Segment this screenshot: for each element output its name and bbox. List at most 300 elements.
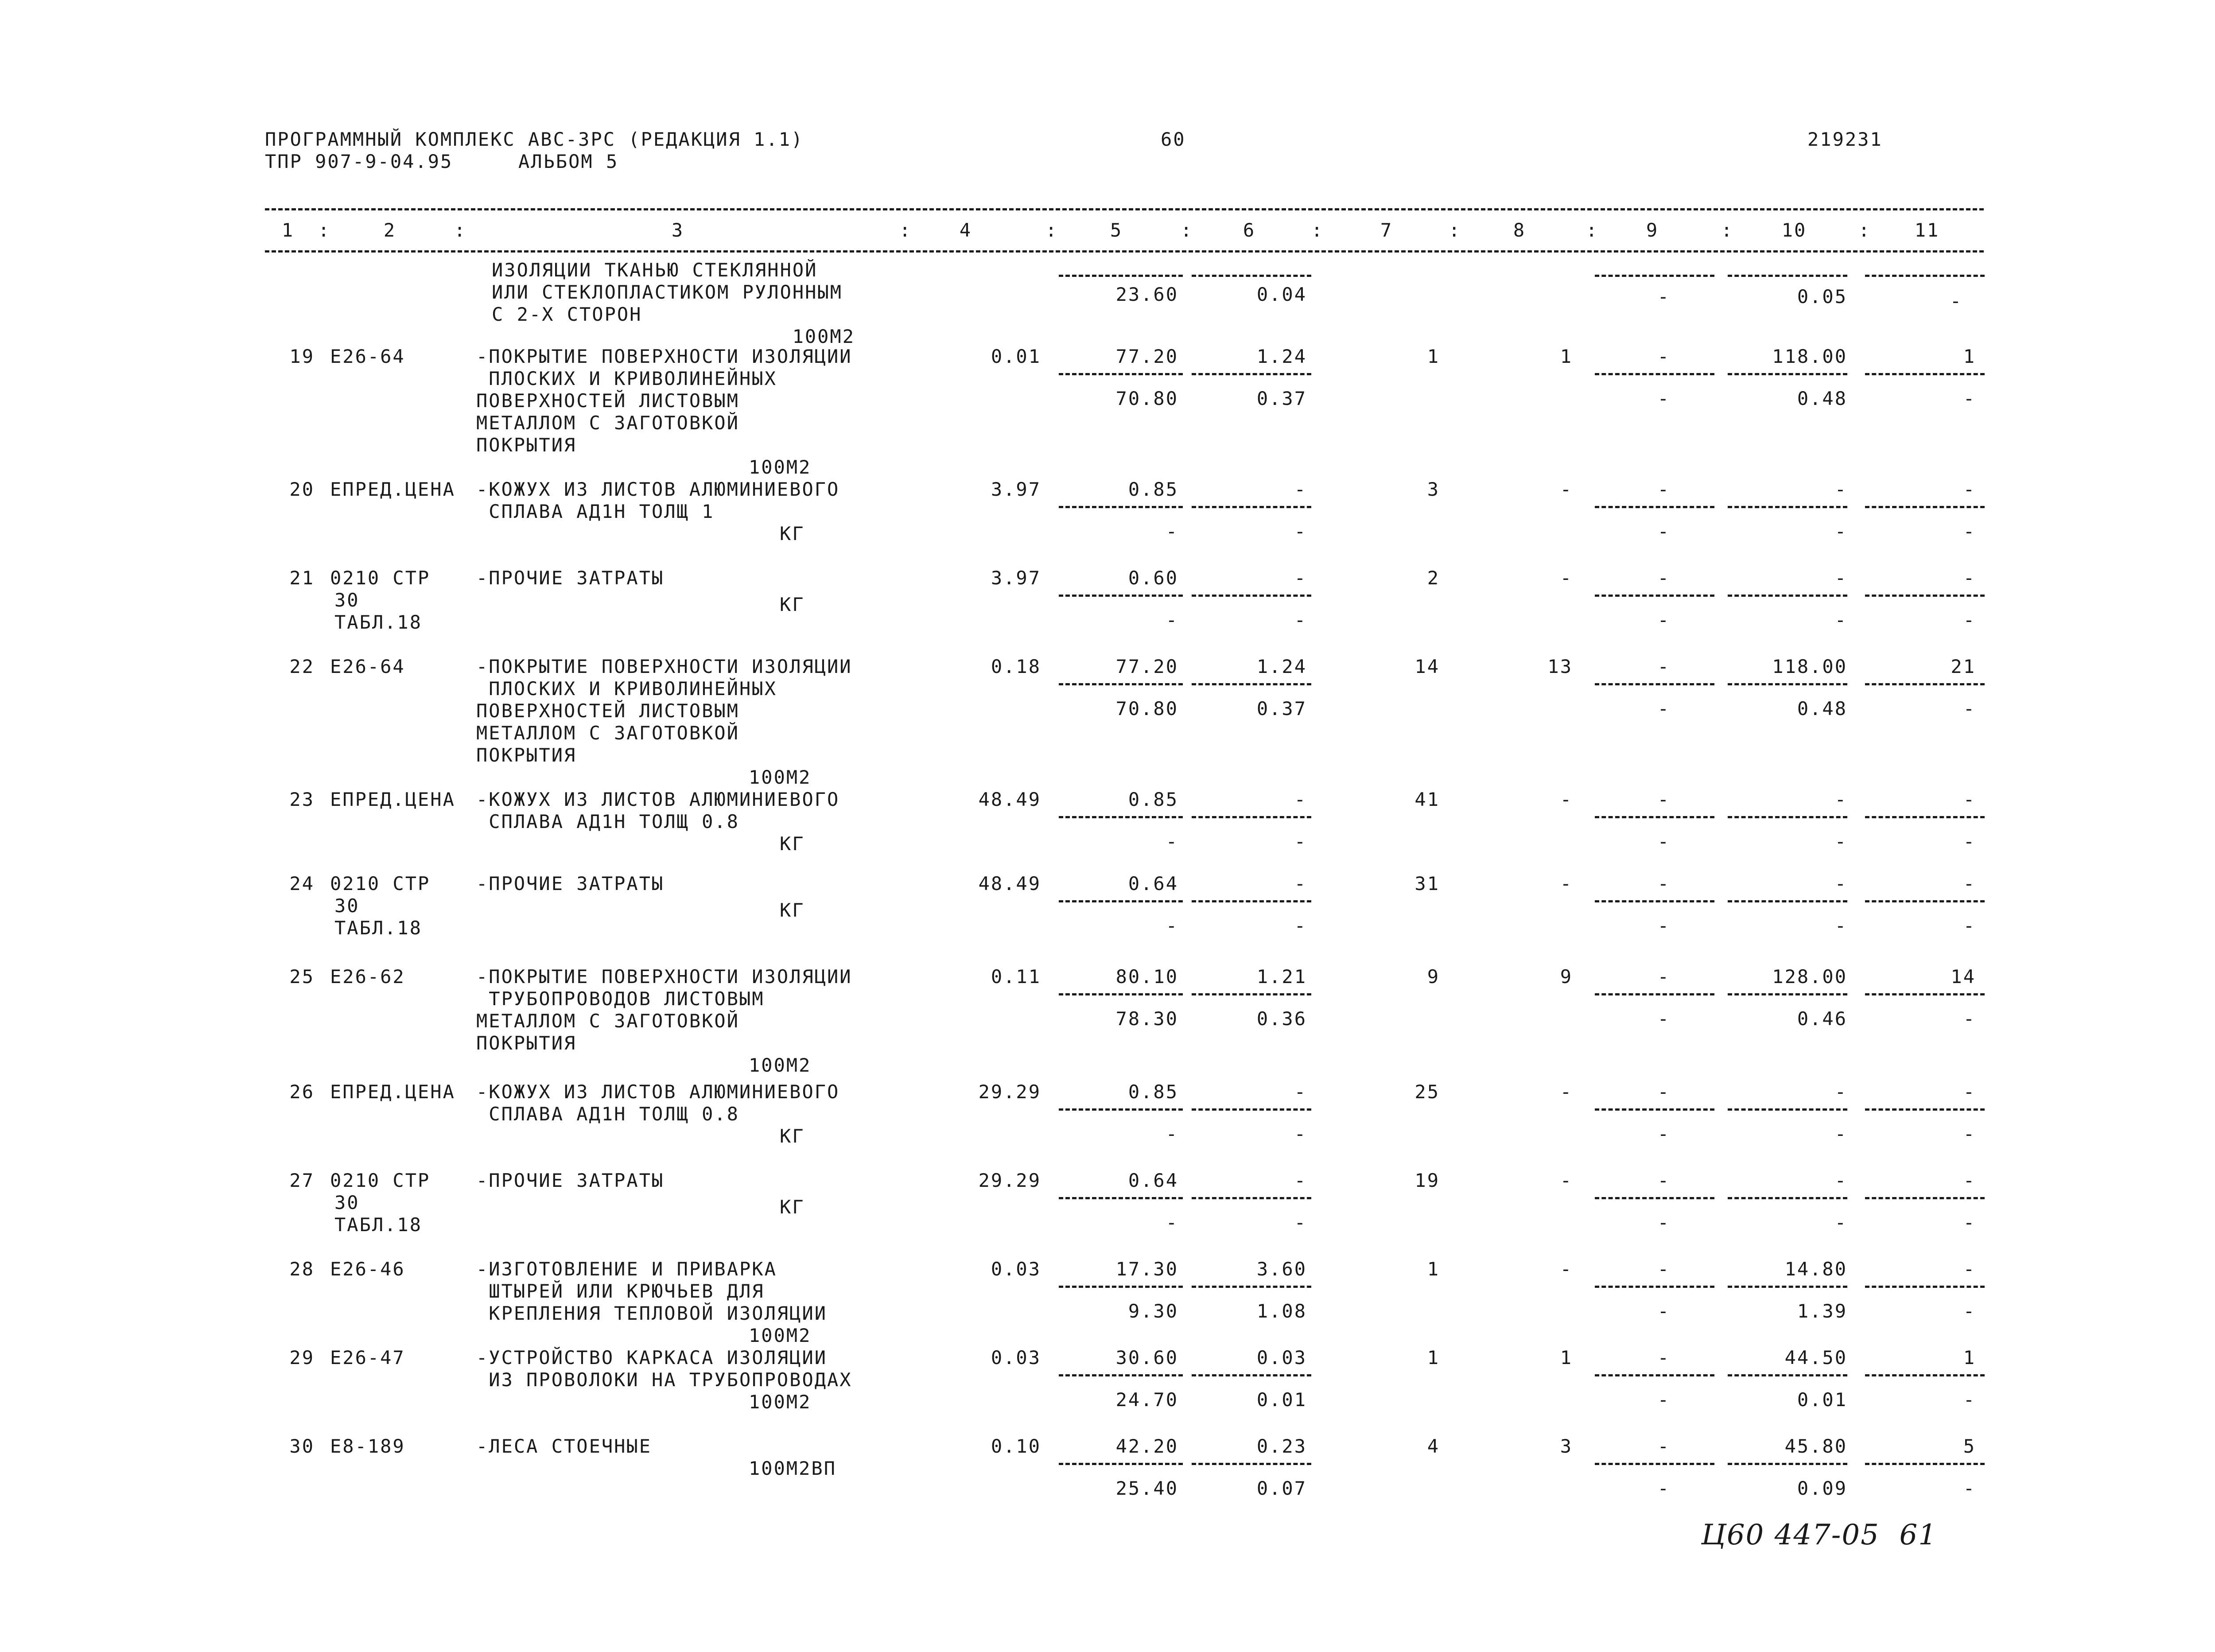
cell-c9-top: - [1657,1258,1670,1280]
cell-c10-top: - [1834,1170,1847,1191]
work-description-line: СПЛАВА АД1Н ТОЛЩ 0.8 [476,1103,740,1125]
price-code: ЕПРЕД.ЦЕНА [330,1081,455,1103]
unit-cost-machines: 0.23 [1256,1435,1307,1457]
cell-c11-top: - [1963,567,1976,589]
price-code: 0210 СТР [330,567,431,589]
cell-divider [1865,373,1985,375]
quantity: 0.18 [991,656,1041,677]
program-title: ПРОГРАММНЫЙ КОМПЛЕКС АВС-ЗРС (РЕДАКЦИЯ 1.1) [265,128,804,150]
row-number: 23 [289,789,315,810]
cell-divider [1192,1108,1311,1111]
unit-cost-machines-wages: 0.37 [1256,388,1307,409]
cell-c11-top: 21 [1951,656,1976,677]
cell-c11-bottom: - [1963,609,1976,631]
cell-divider [1595,1197,1714,1199]
total-cost: 14 [1414,656,1440,677]
wages-cost: 13 [1547,656,1573,677]
cell-c9-bottom: - [1657,1477,1670,1499]
cell-divider [1595,373,1714,375]
cell-c11-bottom: - [1963,1008,1976,1030]
total-cost: 41 [1414,789,1440,810]
col-header-6: 6 [1243,219,1256,241]
wages-cost: - [1560,567,1573,589]
continuation-text [492,259,843,326]
cell-c9-bottom: - [1657,698,1670,719]
cell-divider [1865,1286,1985,1288]
cell-divider [1728,993,1847,995]
unit-cost-machines-wages: 0.37 [1256,698,1307,719]
total-cost: 2 [1427,567,1440,589]
cell-divider [1059,816,1183,818]
work-description-line: ПОКРЫТИЯ [476,744,577,766]
quantity: 0.03 [991,1258,1041,1280]
line: ИЛИ СТЕКЛОПЛАСТИКОМ РУЛОННЫМ [492,281,843,303]
col-header-8: 8 [1513,219,1526,241]
quantity: 0.11 [991,966,1041,987]
cell-c11-bottom: - [1963,1123,1976,1145]
unit: 100М2 [792,326,855,347]
unit-cost-total: 0.85 [1128,478,1178,500]
cell-divider [1865,683,1985,685]
cell-c9-bottom: - [1657,521,1670,542]
cell-c10-bottom: - [1834,1123,1847,1145]
row-number: 28 [289,1258,315,1280]
row-number: 19 [289,346,315,367]
col-sep: : [1311,219,1324,241]
price-code: 0210 СТР [330,873,431,894]
cell: 23.60 [1115,284,1178,305]
line: ИЗОЛЯЦИИ ТКАНЬЮ СТЕКЛЯННОЙ [492,259,818,281]
work-description-line: -ПРОЧИЕ ЗАТРАТЫ [476,1170,664,1191]
cell-c11-top: - [1963,478,1976,500]
row-number: 29 [289,1347,315,1368]
unit-cost-wages: - [1166,1212,1178,1233]
col-header-1: 1 [281,219,295,241]
unit-of-measure: 100М2 [749,766,812,788]
cell-divider [1595,506,1714,508]
work-description-line: -УСТРОЙСТВО КАРКАСА ИЗОЛЯЦИИ [476,1347,828,1368]
cell-c11-top: - [1963,789,1976,810]
unit-of-measure: 100М2ВП [749,1458,837,1479]
cell-c10-top: - [1834,789,1847,810]
price-code: Е26-64 [330,656,405,677]
unit-of-measure: КГ [780,594,805,615]
price-code: 30 [334,895,360,917]
unit-cost-machines-wages: 0.01 [1256,1389,1307,1411]
quantity: 0.01 [991,346,1041,367]
row-number: 25 [289,966,315,987]
work-description-line: ПОВЕРХНОСТЕЙ ЛИСТОВЫМ [476,390,740,412]
cell-c9-bottom: - [1657,1389,1670,1411]
cell-divider [1728,1286,1847,1288]
price-code: ЕПРЕД.ЦЕНА [330,789,455,810]
col-sep: : [1586,219,1599,241]
row-number: 26 [289,1081,315,1103]
cell-c9-bottom: - [1657,915,1670,937]
total-cost: 31 [1414,873,1440,894]
row-number: 20 [289,478,315,500]
col-header-7: 7 [1380,219,1393,241]
cell-divider [1192,506,1311,508]
cell-divider [1595,1374,1714,1376]
work-description-line: -ИЗГОТОВЛЕНИЕ И ПРИВАРКА [476,1258,777,1280]
col-header-10: 10 [1781,219,1807,241]
cell: 0.04 [1256,284,1307,305]
quantity: 0.10 [991,1435,1041,1457]
cell-divider [1059,993,1183,995]
cell-divider [1059,683,1183,685]
unit-cost-machines: - [1294,789,1307,810]
total-cost: 1 [1427,1258,1440,1280]
cell-divider [1728,1197,1847,1199]
cell-c11-top: 1 [1963,346,1976,367]
unit-cost-total: 0.85 [1128,789,1178,810]
cell-c9-top: - [1657,1435,1670,1457]
cell-c11-bottom: - [1963,521,1976,542]
cell-c9-bottom: - [1657,1300,1670,1322]
wages-cost: 1 [1560,1347,1573,1368]
cell-divider [1728,506,1847,508]
wages-cost: - [1560,873,1573,894]
work-description-line: -КОЖУХ ИЗ ЛИСТОВ АЛЮМИНИЕВОГО [476,789,840,810]
col-sep: : [318,219,331,241]
cell-c9-top: - [1657,656,1670,677]
page-number: 60 [1161,128,1186,150]
unit-cost-machines: - [1294,1081,1307,1103]
unit-cost-total: 0.64 [1128,873,1178,894]
wages-cost: - [1560,478,1573,500]
table-header-rule [265,250,1984,253]
cell-divider [1865,1463,1985,1465]
cell-c10-top: - [1834,478,1847,500]
cell-divider [1728,373,1847,375]
cell-c11-bottom: - [1963,388,1976,409]
unit-cost-total: 30.60 [1115,1347,1178,1368]
col-sep: : [1721,219,1734,241]
price-code: 30 [334,589,360,611]
unit-cost-machines-wages: - [1294,1123,1307,1145]
unit-of-measure: 100М2 [749,1325,812,1346]
unit-cost-wages: - [1166,609,1178,631]
unit-cost-wages: 78.30 [1115,1008,1178,1030]
cell-c9-top: - [1657,478,1670,500]
col-sep: : [1449,219,1461,241]
cell-c9-bottom: - [1657,1123,1670,1145]
unit-cost-machines-wages: - [1294,1212,1307,1233]
cell-c9-bottom: - [1657,388,1670,409]
cell-divider [1865,900,1985,902]
cell-c11-top: - [1963,1170,1976,1191]
quantity: 48.49 [978,789,1041,810]
line: С 2-Х СТОРОН [492,303,642,325]
cell-c11-bottom: - [1963,698,1976,719]
col-header-2: 2 [383,219,396,241]
cell-divider [1728,683,1847,685]
cell-c9-bottom: - [1657,1008,1670,1030]
line-rule [1865,275,1985,277]
cell-c11-bottom: - [1963,1212,1976,1233]
col-sep: : [1181,219,1193,241]
work-description-line: -ПОКРЫТИЕ ПОВЕРХНОСТИ ИЗОЛЯЦИИ [476,346,852,367]
cell-divider [1728,595,1847,597]
cell-c9-top: - [1657,966,1670,987]
col-header-4: 4 [959,219,972,241]
unit-of-measure: КГ [780,523,805,544]
wages-cost: - [1560,789,1573,810]
wages-cost: - [1560,1170,1573,1191]
cell-c11-top: - [1963,873,1976,894]
unit-of-measure: КГ [780,1196,805,1218]
work-description-line: ПОВЕРХНОСТЕЙ ЛИСТОВЫМ [476,700,740,722]
col-header-3: 3 [671,219,684,241]
unit-cost-machines: 1.24 [1256,656,1307,677]
cell-divider [1192,373,1311,375]
price-code: Е26-46 [330,1258,405,1280]
unit-cost-wages: - [1166,1123,1178,1145]
cell-divider [1059,1463,1183,1465]
row-number: 30 [289,1435,315,1457]
price-code: ТАБЛ.18 [334,917,423,939]
cell-c10-top: 128.00 [1772,966,1847,987]
cell-c9-top: - [1657,567,1670,589]
work-description-line: -ЛЕСА СТОЕЧНЫЕ [476,1435,652,1457]
cell-divider [1865,1108,1985,1111]
cell-c9-bottom: - [1657,609,1670,631]
col-header-11: 11 [1914,219,1940,241]
price-code: Е26-64 [330,346,405,367]
cell-divider [1192,816,1311,818]
cell-c11-bottom: - [1963,1300,1976,1322]
cell-c11-top: - [1963,1258,1976,1280]
cell-c10-bottom: 0.48 [1797,388,1847,409]
unit-of-measure: 100М2 [749,1391,812,1413]
unit-of-measure: КГ [780,833,805,855]
unit-cost-machines: 0.03 [1256,1347,1307,1368]
cell-c9-top: - [1657,1081,1670,1103]
album-label: АЛЬБОМ 5 [518,151,619,172]
work-description-line: ТРУБОПРОВОДОВ ЛИСТОВЫМ [476,988,765,1010]
cell-c10-top: 44.50 [1784,1347,1847,1368]
work-description-line: СПЛАВА АД1Н ТОЛЩ 1 [476,501,715,522]
work-description-line: ШТЫРЕЙ ИЛИ КРЮЧЬЕВ ДЛЯ [476,1280,765,1302]
work-description-line: МЕТАЛЛОМ С ЗАГОТОВКОЙ [476,1010,740,1032]
work-description-line: ПЛОСКИХ И КРИВОЛИНЕЙНЫХ [476,368,777,389]
price-code: 0210 СТР [330,1170,431,1191]
unit-cost-machines: - [1294,1170,1307,1191]
unit-cost-total: 0.85 [1128,1081,1178,1103]
table-top-rule [265,208,1984,210]
total-cost: 1 [1427,346,1440,367]
price-code: 30 [334,1192,360,1213]
wages-cost: - [1560,1081,1573,1103]
unit-cost-total: 17.30 [1115,1258,1178,1280]
cell-c9-top: - [1657,1170,1670,1191]
cell-divider [1865,993,1985,995]
cell-divider [1595,683,1714,685]
unit-cost-wages: - [1166,915,1178,937]
row-number: 22 [289,656,315,677]
total-cost: 19 [1414,1170,1440,1191]
unit-cost-wages: - [1166,521,1178,542]
col-header-5: 5 [1110,219,1123,241]
unit-of-measure: 100М2 [749,1054,812,1076]
unit-cost-machines-wages: - [1294,915,1307,937]
unit-cost-machines-wages: 0.07 [1256,1477,1307,1499]
unit-cost-machines: - [1294,478,1307,500]
cell-c11-top: 5 [1963,1435,1976,1457]
cell-divider [1728,816,1847,818]
work-description-line: СПЛАВА АД1Н ТОЛЩ 0.8 [476,811,740,832]
unit-cost-machines: 1.24 [1256,346,1307,367]
unit-cost-wages: - [1166,831,1178,852]
cell-c11-top: 1 [1963,1347,1976,1368]
unit-cost-machines: - [1294,567,1307,589]
cell-c11-bottom: - [1963,831,1976,852]
quantity: 48.49 [978,873,1041,894]
col-sep: : [454,219,467,241]
cell-divider [1192,900,1311,902]
total-cost: 4 [1427,1435,1440,1457]
col-sep: : [1858,219,1871,241]
cell-c10-bottom: - [1834,831,1847,852]
unit-of-measure: КГ [780,899,805,921]
work-description-line: -ПРОЧИЕ ЗАТРАТЫ [476,567,664,589]
cell-divider [1192,1463,1311,1465]
unit-of-measure: КГ [780,1125,805,1147]
unit-cost-wages: 70.80 [1115,388,1178,409]
cell-divider [1728,1463,1847,1465]
cell-c9-bottom: - [1657,831,1670,852]
cell-c9-bottom: - [1657,1212,1670,1233]
cell: - [1657,286,1670,307]
cell-c10-bottom: - [1834,521,1847,542]
cell-c10-top: - [1834,1081,1847,1103]
cell-c10-bottom: 0.48 [1797,698,1847,719]
cell-c10-top: - [1834,873,1847,894]
work-description-line: -КОЖУХ ИЗ ЛИСТОВ АЛЮМИНИЕВОГО [476,1081,840,1103]
handwritten-note: Ц60 447-05 61 [1701,1519,1937,1551]
cell-divider [1595,1463,1714,1465]
unit-cost-machines-wages: - [1294,831,1307,852]
cell-divider [1192,993,1311,995]
unit-cost-machines: 1.21 [1256,966,1307,987]
row-number: 27 [289,1170,315,1191]
price-code: ТАБЛ.18 [334,611,423,633]
unit-cost-total: 0.60 [1128,567,1178,589]
work-description-line: -КОЖУХ ИЗ ЛИСТОВ АЛЮМИНИЕВОГО [476,478,840,500]
work-description-line: -ПРОЧИЕ ЗАТРАТЫ [476,873,664,894]
work-description-line: ПОКРЫТИЯ [476,434,577,456]
cell-c11-bottom: - [1963,915,1976,937]
cell-divider [1059,1374,1183,1376]
total-cost: 9 [1427,966,1440,987]
cell-c9-top: - [1657,873,1670,894]
cell-divider [1595,595,1714,597]
cell-divider [1059,1286,1183,1288]
cell-divider [1059,1108,1183,1111]
cell-c9-top: - [1657,1347,1670,1368]
cell: - [1950,290,1962,312]
line-rule [1595,275,1714,277]
price-code: ТАБЛ.18 [334,1214,423,1236]
quantity: 0.03 [991,1347,1041,1368]
line-rule [1192,275,1311,277]
cell-divider [1595,900,1714,902]
work-description-line: ПЛОСКИХ И КРИВОЛИНЕЙНЫХ [476,678,777,700]
work-description-line: ПОКРЫТИЯ [476,1032,577,1054]
cell-c10-bottom: 0.46 [1797,1008,1847,1030]
unit-cost-total: 0.64 [1128,1170,1178,1191]
cell-c9-top: - [1657,346,1670,367]
cell-c10-bottom: - [1834,1212,1847,1233]
cell-divider [1192,1286,1311,1288]
cell-c11-bottom: - [1963,1477,1976,1499]
unit-of-measure: 100М2 [749,456,812,478]
price-code: Е26-47 [330,1347,405,1368]
price-code: Е8-189 [330,1435,405,1457]
cell-divider [1728,1108,1847,1111]
cell-divider [1059,506,1183,508]
total-cost: 25 [1414,1081,1440,1103]
cell-divider [1059,900,1183,902]
cell-divider [1192,683,1311,685]
quantity: 3.97 [991,478,1041,500]
row-number: 24 [289,873,315,894]
total-cost: 3 [1427,478,1440,500]
cell-c11-bottom: - [1963,1389,1976,1411]
work-description-line: ИЗ ПРОВОЛОКИ НА ТРУБОПРОВОДАХ [476,1369,852,1391]
unit-cost-machines: 3.60 [1256,1258,1307,1280]
price-code: Е26-62 [330,966,405,987]
work-description-line: МЕТАЛЛОМ С ЗАГОТОВКОЙ [476,412,740,434]
cell: 0.05 [1797,286,1847,307]
cell-divider [1595,993,1714,995]
unit-cost-machines: - [1294,873,1307,894]
unit-cost-total: 42.20 [1115,1435,1178,1457]
cell-divider [1059,373,1183,375]
cell-c11-top: - [1963,1081,1976,1103]
col-header-9: 9 [1646,219,1659,241]
cell-c10-bottom: 0.01 [1797,1389,1847,1411]
cell-divider [1865,506,1985,508]
unit-cost-machines-wages: 1.08 [1256,1300,1307,1322]
quantity: 3.97 [991,567,1041,589]
cell-divider [1059,595,1183,597]
unit-cost-machines-wages: - [1294,521,1307,542]
cell-c10-bottom: 0.09 [1797,1477,1847,1499]
row-number: 21 [289,567,315,589]
cell-c10-top: 14.80 [1784,1258,1847,1280]
cell-divider [1595,1286,1714,1288]
unit-cost-total: 80.10 [1115,966,1178,987]
unit-cost-wages: 70.80 [1115,698,1178,719]
wages-cost: 9 [1560,966,1573,987]
cell-divider [1192,595,1311,597]
work-description-line: КРЕПЛЕНИЯ ТЕПЛОВОЙ ИЗОЛЯЦИИ [476,1302,828,1324]
col-sep: : [1045,219,1058,241]
cell-c9-top: - [1657,789,1670,810]
cell-c10-top: 45.80 [1784,1435,1847,1457]
work-description-line: МЕТАЛЛОМ С ЗАГОТОВКОЙ [476,722,740,744]
cell-divider [1865,1197,1985,1199]
line-rule [1728,275,1847,277]
total-cost: 1 [1427,1347,1440,1368]
cell-c10-top: - [1834,567,1847,589]
unit-cost-machines-wages: - [1294,609,1307,631]
unit-cost-wages: 9.30 [1128,1300,1178,1322]
line-rule [1059,275,1183,277]
col-sep: : [899,219,912,241]
